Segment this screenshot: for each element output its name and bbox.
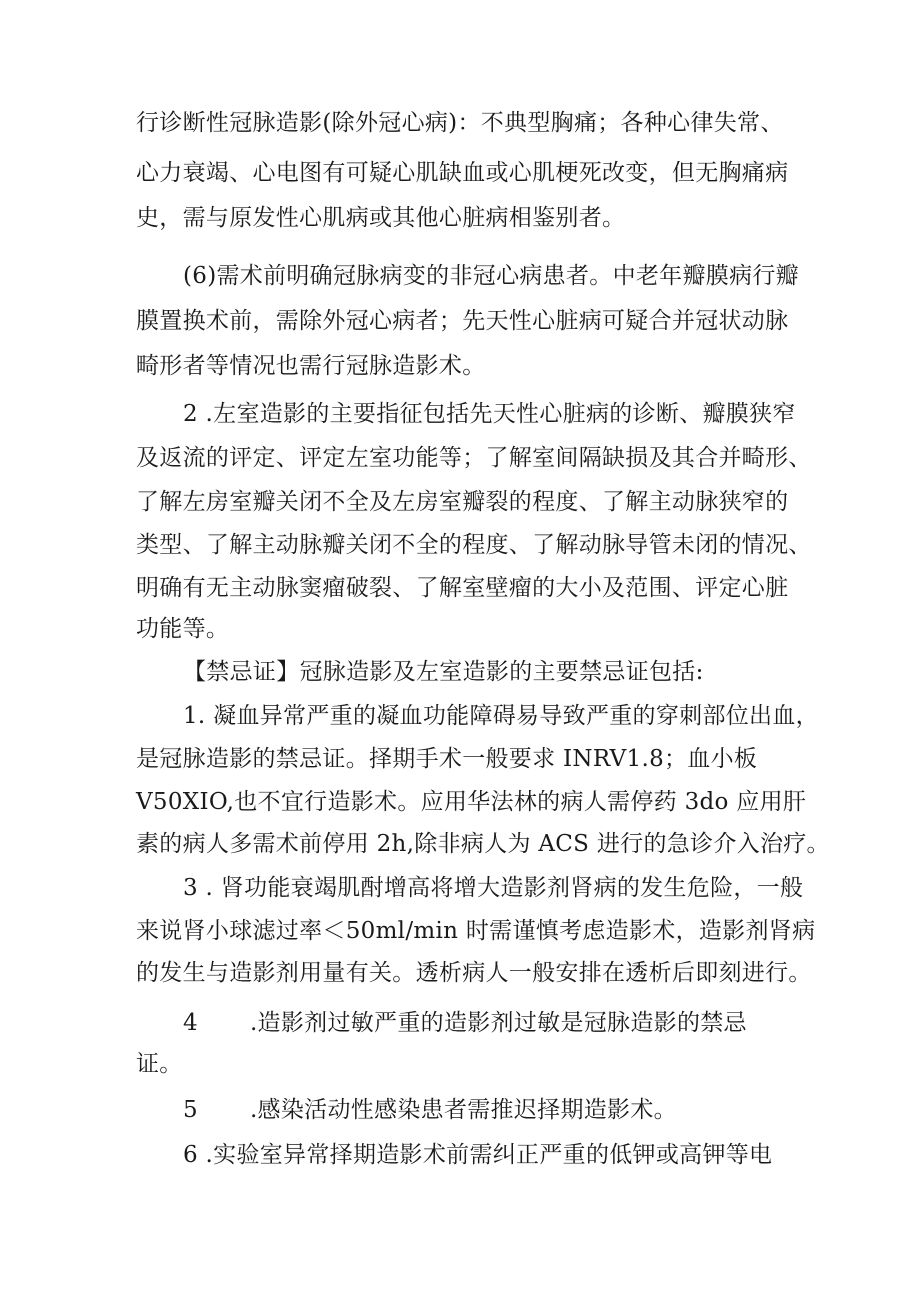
list-item-line: [183, 1007, 747, 1039]
text-line: 素的病人多需术前停用 2h,除非病人为 ACS 进行的急诊介入治疗。: [136, 831, 830, 857]
text-line: V50XIO,也不宜行造影术。应用华法林的病人需停药 3do 应用肝: [136, 789, 807, 815]
text-line: 6 .实验室异常择期造影术前需纠正严重的低钾或高钾等电: [183, 1142, 773, 1168]
text-line: 3 . 肾功能衰竭肌酎增高将增大造影剂肾病的发生危险，一般: [183, 875, 804, 901]
list-item-text: .感染活动性感染患者需推迟择期造影术。: [249, 1097, 677, 1123]
text-line: 是冠脉造影的禁忌证。择期手术一般要求 INRV1.8；血小板: [136, 746, 758, 772]
text-line: 及返流的评定、评定左室功能等；了解室间隔缺损及其合并畸形、: [136, 445, 812, 471]
list-number: 5: [183, 1097, 198, 1123]
text-line: 了解左房室瓣关闭不全及左房室瓣裂的程度、了解主动脉狭窄的: [136, 489, 789, 515]
list-number: 4: [183, 1010, 198, 1036]
text-line: 明确有无主动脉窦瘤破裂、了解室壁瘤的大小及范围、评定心脏: [136, 575, 789, 601]
section-heading: 【禁忌证】冠脉造影及左室造影的主要禁忌证包括:: [183, 659, 704, 685]
text-line: 功能等。: [136, 616, 230, 642]
text-line: 史，需与原发性心肌病或其他心脏病相鉴别者。: [136, 205, 626, 231]
text-line: 畸形者等情况也需行冠脉造影术。: [136, 353, 486, 379]
text-line: 来说肾小球滤过率＜50ml/min 时需谨慎考虑造影术，造影剂肾病: [136, 918, 816, 944]
list-item-line: [183, 1094, 677, 1126]
text-line: 的发生与造影剂用量有关。透析病人一般安排在透析后即刻进行。: [136, 960, 812, 986]
list-item-text: .造影剂过敏严重的造影剂过敏是冠脉造影的禁忌: [249, 1010, 747, 1036]
text-line: 行诊断性冠脉造影(除外冠心病)：不典型胸痛；各种心律失常、: [136, 110, 784, 136]
text-line: 2 .左室造影的主要指征包括先天性心脏病的诊断、瓣膜狭窄: [183, 401, 796, 427]
text-line: 类型、了解主动脉瓣关闭不全的程度、了解动脉导管未闭的情况、: [136, 532, 812, 558]
text-line: 心力衰竭、心电图有可疑心肌缺血或心肌梗死改变，但无胸痛病: [136, 160, 789, 186]
text-line: 膜置换术前，需除外冠心病者；先天性心脏病可疑合并冠状动脉: [136, 308, 789, 334]
text-line: 1. 凝血异常严重的凝血功能障碍易导致严重的穿刺部位出血，: [183, 703, 819, 729]
text-line: (6)需术前明确冠脉病变的非冠心病患者。中老年瓣膜病行瓣: [183, 263, 799, 289]
text-line: 证。: [136, 1051, 183, 1077]
